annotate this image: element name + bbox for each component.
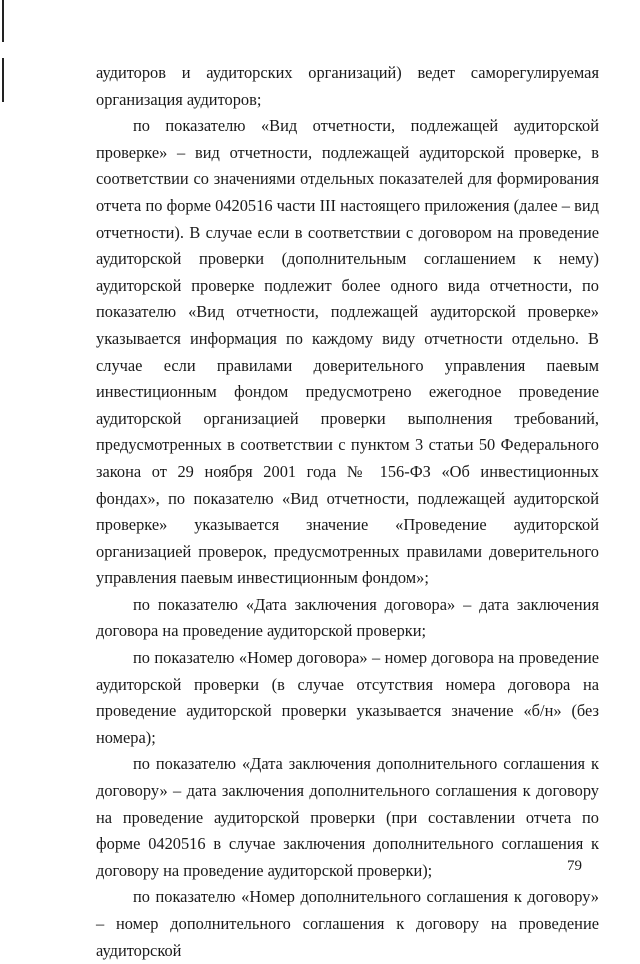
paragraph: аудиторов и аудиторских организаций) ведет саморегулируемая организация аудиторов; bbox=[96, 63, 599, 109]
scan-margin-line bbox=[2, 0, 4, 42]
scan-margin-line bbox=[2, 58, 4, 102]
paragraph: по показателю «Вид отчетности, подлежащей аудиторской проверке» – вид отчетности, подлежащей аудиторской проверке, в соответствии со значениями отдельных показателей для формирования отчета по форме 0420516 части III настоящего приложения (далее – вид отчетности). В случае если в соответствии с договором на проведение аудиторской проверки (дополнительным соглашением к нему) аудиторской проверке подлежит более одного вида отчетности, по показателю «Вид отчетности, подлежащей аудиторской проверке» указывается информация по каждому виду отчетности отдельно. В случае если правилами доверительного управления паевым инвестиционным фондом предусмотрено ежегодное проведение аудиторской организацией проверки выполнения требований, предусмотренных в соответствии с пунктом 3 статьи 50 Федерального закона от 29 ноября 2001 года № 156-ФЗ «Об инвестиционных фондах», по показателю «Вид отчетности, подлежащей аудиторской проверке» указывается значение «Проведение аудиторской организацией проверок, предусмотренных правилами доверительного управления паевым инвестиционным фондом»; bbox=[96, 116, 599, 588]
paragraph: по показателю «Дата заключения договора» – дата заключения договора на проведение аудиторской проверки; bbox=[96, 594, 599, 641]
document-page bbox=[96, 60, 599, 964]
paragraph: по показателю «Номер дополнительного соглашения к договору» – номер дополнительного соглашения к договору на проведение аудиторской bbox=[96, 887, 599, 960]
paragraph: по показателю «Дата заключения дополнительного соглашения к договору» – дата заключения дополнительного соглашения к договору на проведение аудиторской проверки (при составлении отчета по форме 0420516 в случае заключения дополнительного соглашения к договору на проведение аудиторской проверки); bbox=[96, 754, 599, 880]
paragraph: по показателю «Номер договора» – номер договора на проведение аудиторской проверки (в случае отсутствия номера договора на проведение аудиторской проверки указывается значение «б/н» (без номера); bbox=[96, 648, 599, 747]
page-number: 79 bbox=[567, 858, 582, 874]
